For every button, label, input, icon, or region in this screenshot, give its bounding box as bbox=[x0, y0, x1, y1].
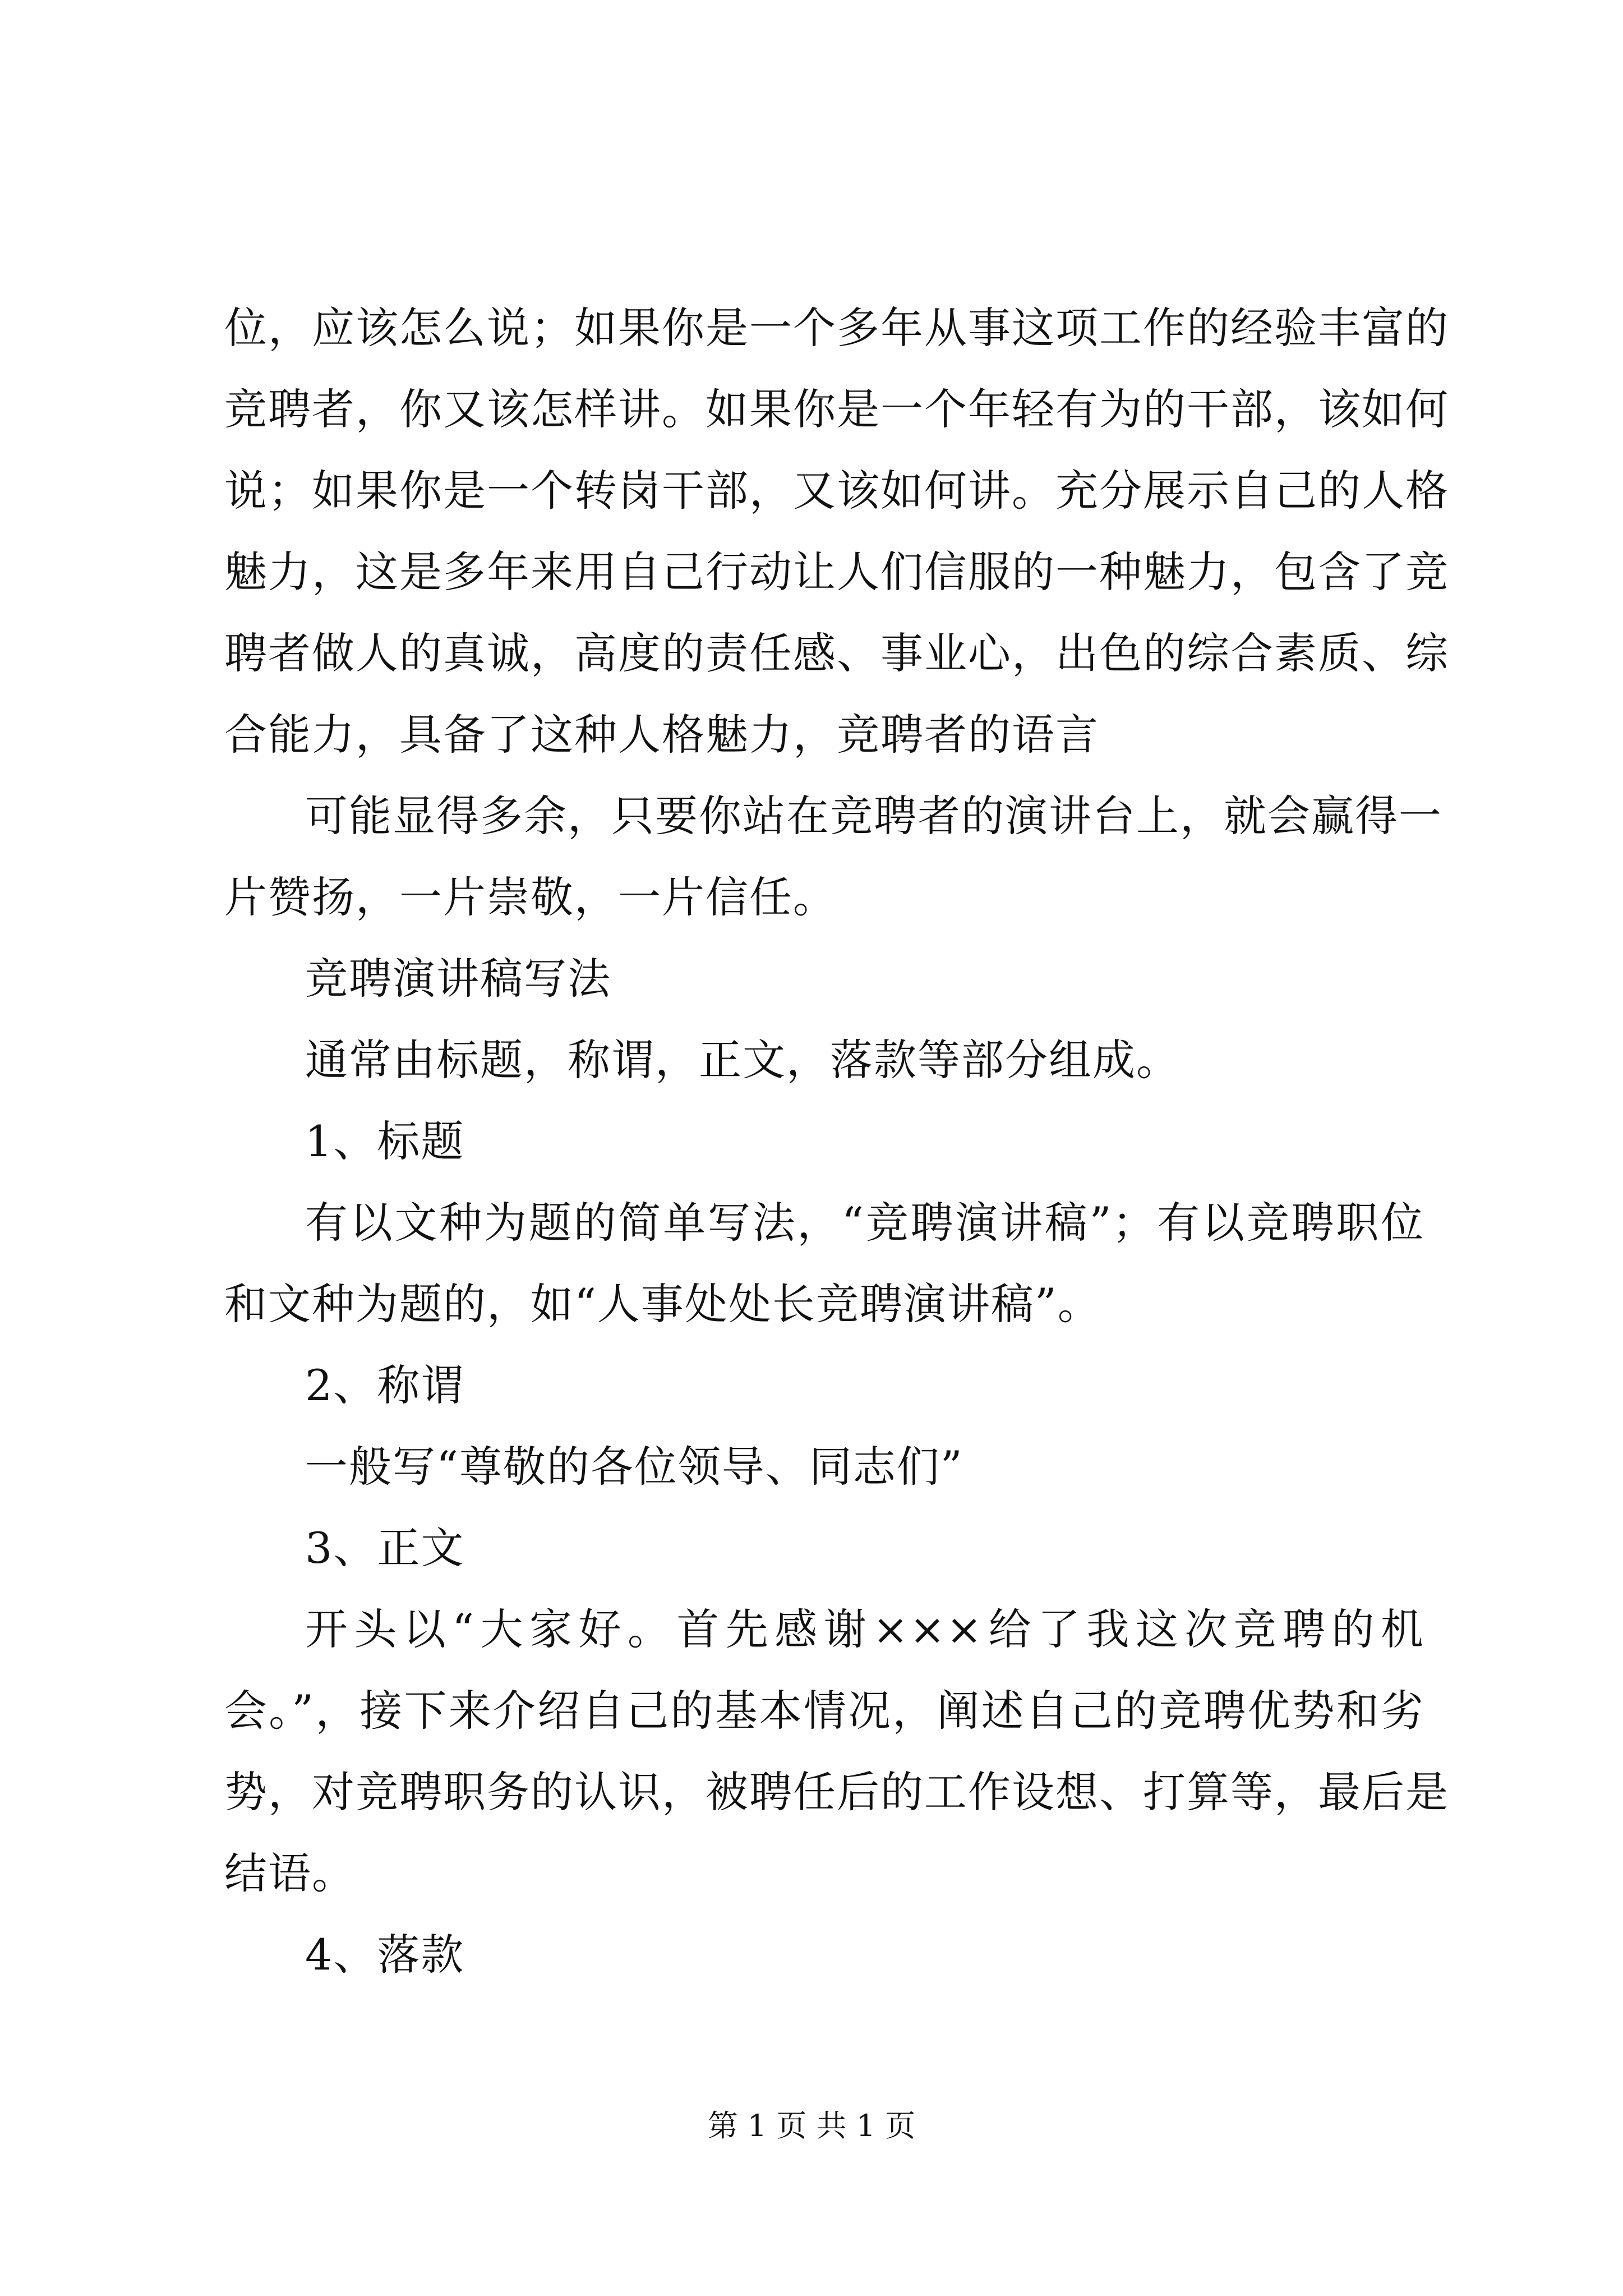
section-heading: 4、落款 bbox=[305, 1930, 465, 1980]
section-heading: 2、称谓 bbox=[305, 1360, 465, 1410]
paragraph-line: 位，应该怎么说；如果你是一个多年从事这项工作的经验丰富的 bbox=[224, 303, 1449, 353]
paragraph-line: 势，对竞聘职务的认识，被聘任后的工作设想、打算等，最后是 bbox=[224, 1767, 1449, 1817]
paragraph-line: 一般写“尊敬的各位领导、同志们” bbox=[305, 1442, 963, 1492]
section-heading: 3、正文 bbox=[305, 1523, 465, 1573]
paragraph-line: 结语。 bbox=[224, 1848, 356, 1898]
section-heading: 竞聘演讲稿写法 bbox=[305, 954, 611, 1004]
paragraph-line: 说；如果你是一个转岗干部，又该如何讲。充分展示自己的人格 bbox=[224, 466, 1449, 516]
page-footer: 第 1 页 共 1 页 bbox=[707, 2108, 916, 2143]
section-heading: 1、标题 bbox=[305, 1116, 465, 1166]
paragraph-line: 通常由标题，称谓，正文，落款等部分组成。 bbox=[305, 1035, 1180, 1085]
paragraph-line: 开头以“大家好。首先感谢×××给了我这次竞聘的机 bbox=[305, 1604, 1424, 1654]
paragraph-line: 合能力，具备了这种人格魅力，竞聘者的语言 bbox=[224, 710, 1099, 760]
paragraph-line: 会。”，接下来介绍自己的基本情况，阐述自己的竞聘优势和劣 bbox=[224, 1686, 1424, 1736]
paragraph-line: 片赞扬，一片崇敬，一片信任。 bbox=[224, 872, 837, 922]
paragraph-line: 和文种为题的，如“人事处处长竞聘演讲稿”。 bbox=[224, 1279, 1101, 1329]
paragraph-line: 聘者做人的真诚，高度的责任感、事业心，出色的综合素质、综 bbox=[224, 628, 1449, 678]
paragraph-line: 有以文种为题的简单写法，“竞聘演讲稿”；有以竞聘职位 bbox=[305, 1198, 1424, 1248]
paragraph-line: 竞聘者，你又该怎样讲。如果你是一个年轻有为的干部，该如何 bbox=[224, 384, 1449, 434]
paragraph-line: 可能显得多余，只要你站在竞聘者的演讲台上，就会赢得一 bbox=[305, 791, 1442, 841]
paragraph-line: 魅力，这是多年来用自己行动让人们信服的一种魅力，包含了竞 bbox=[224, 547, 1449, 597]
